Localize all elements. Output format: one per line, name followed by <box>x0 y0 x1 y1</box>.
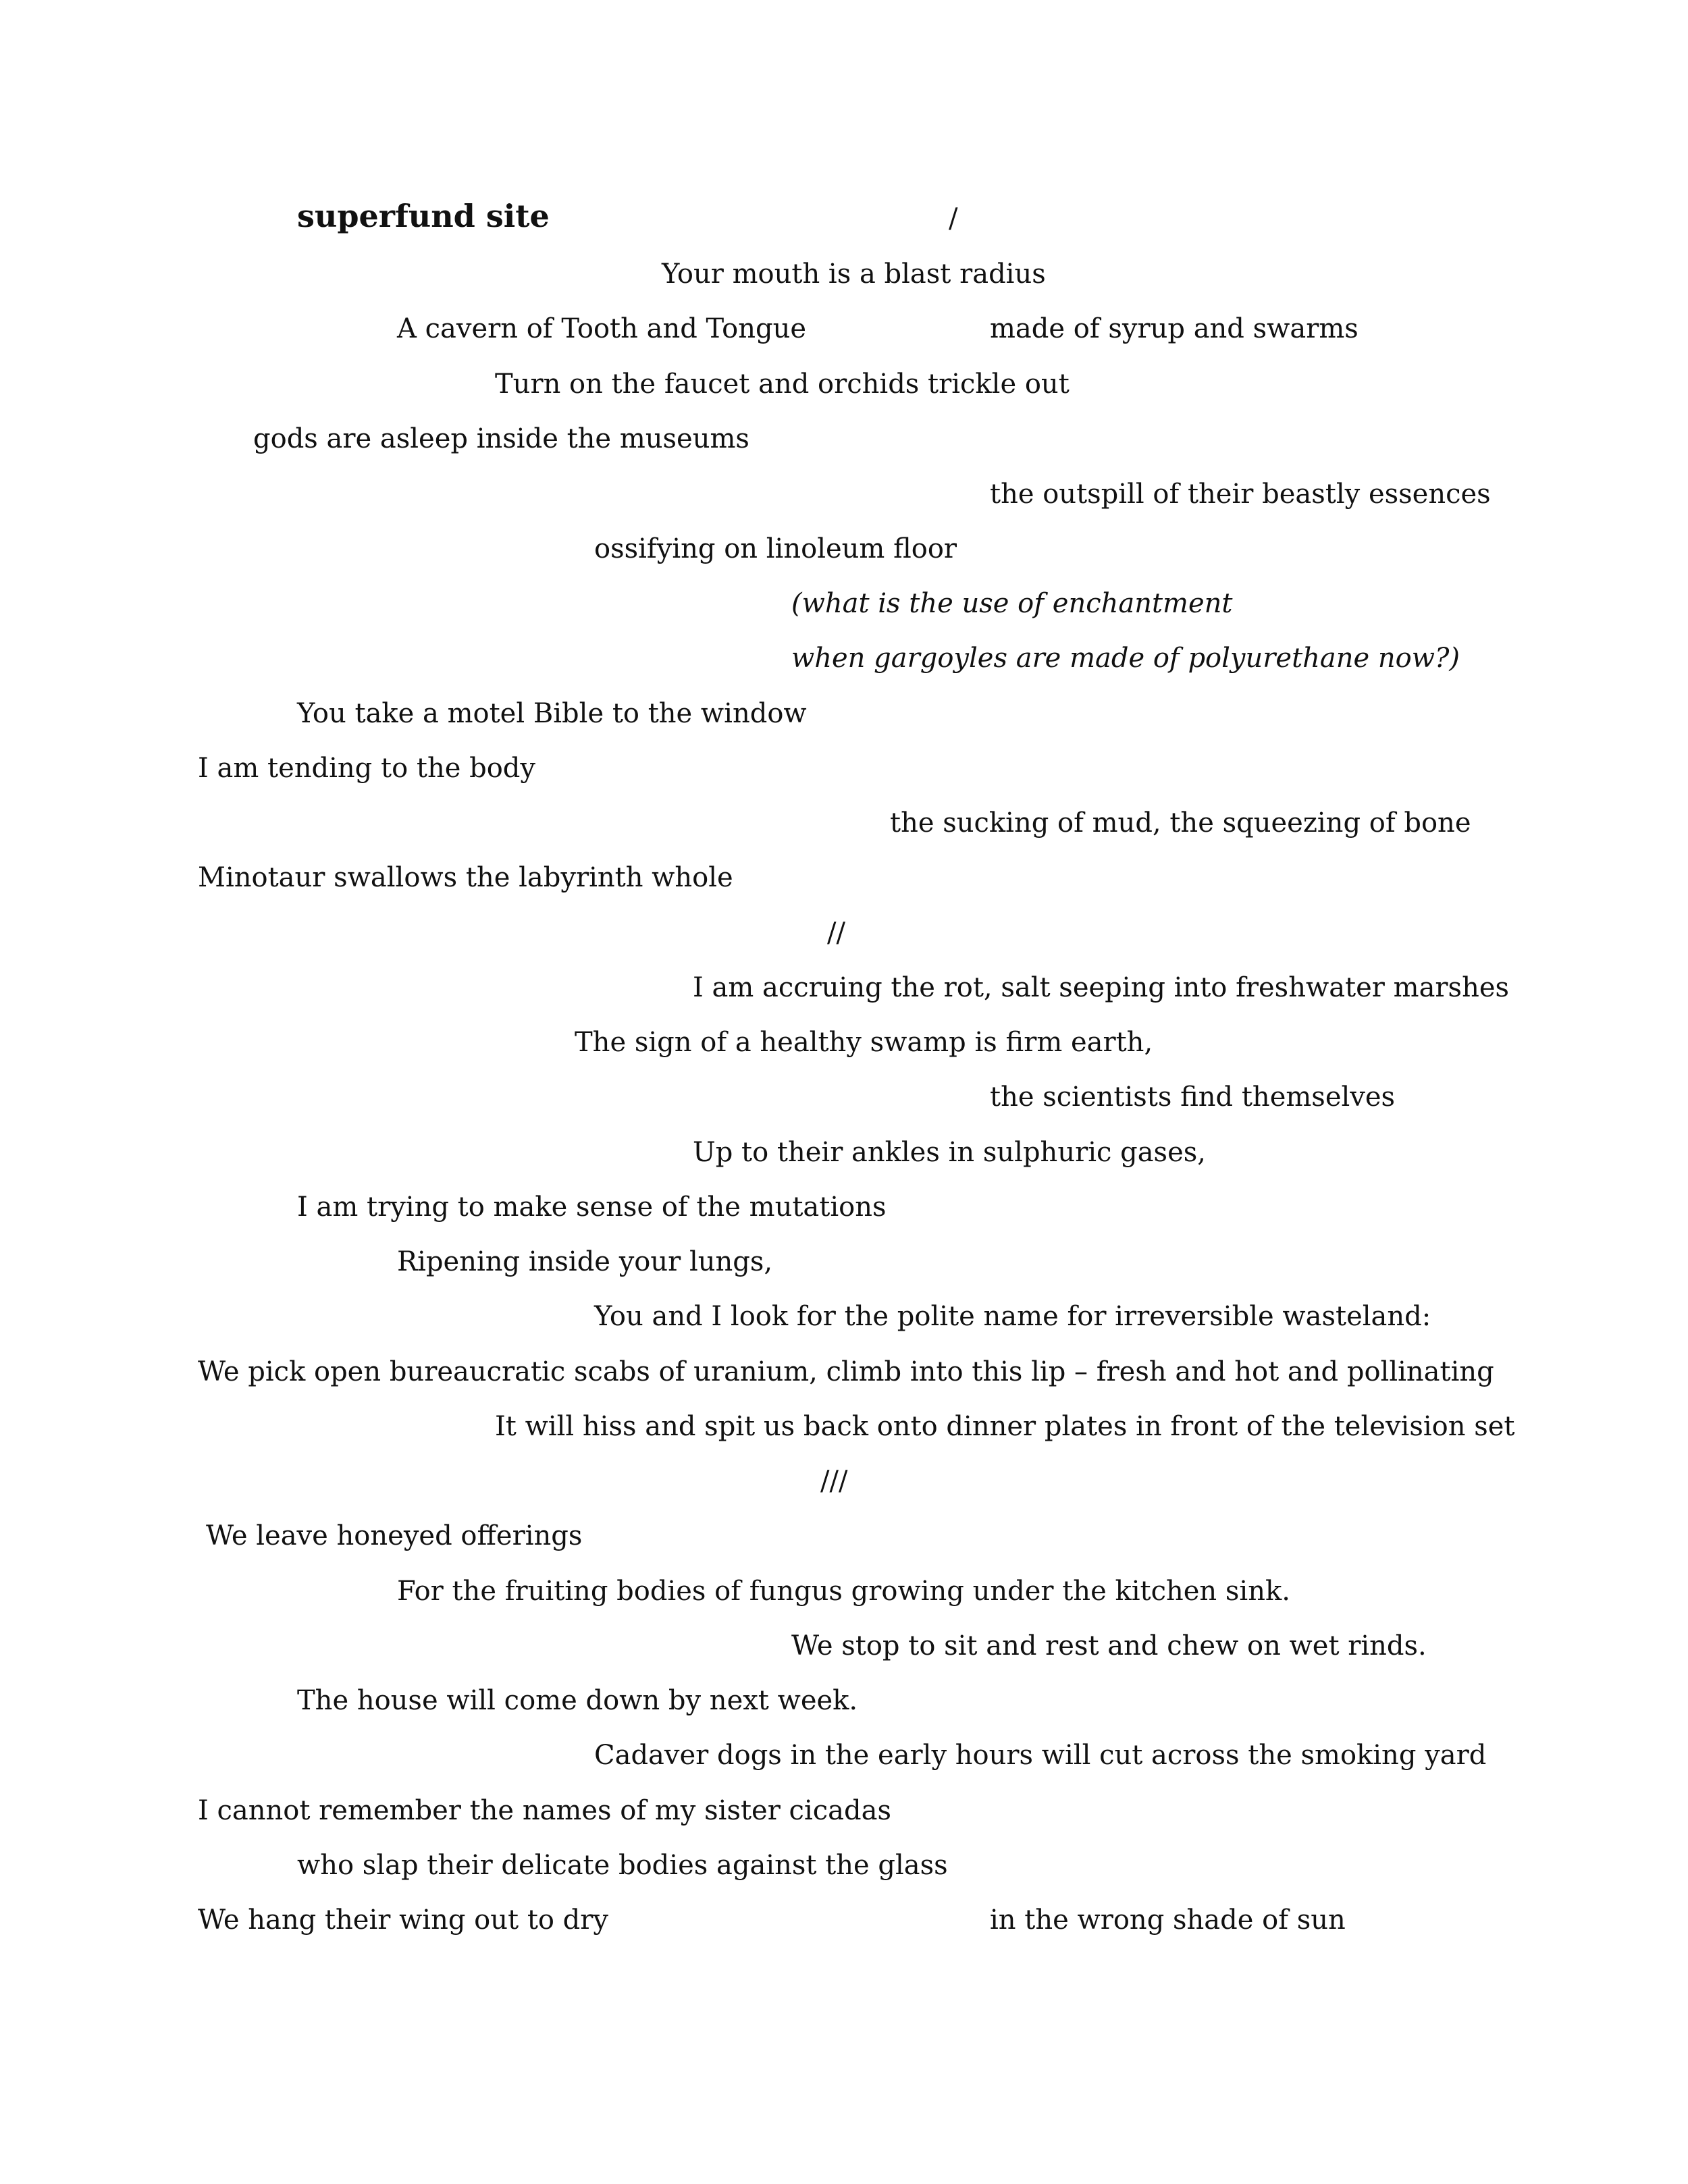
poem-line: Up to their ankles in sulphuric gases, <box>693 1137 1206 1168</box>
poem-line: Turn on the faucet and orchids trickle out <box>495 369 1070 400</box>
section-marker: /// <box>820 1466 848 1497</box>
poem-line: The house will come down by next week. <box>297 1685 858 1716</box>
poem-line: We leave honeyed offerings <box>206 1520 583 1551</box>
poem-line: I cannot remember the names of my sister cicadas <box>198 1795 891 1826</box>
section-marker: / <box>949 203 958 234</box>
poem-line: We hang their wing out to dry <box>198 1905 609 1936</box>
poem-line: I am trying to make sense of the mutations <box>297 1192 887 1223</box>
section-marker: // <box>827 917 845 949</box>
poem-line: You and I look for the polite name for irreversible wasteland: <box>594 1301 1431 1332</box>
poem-line: made of syrup and swarms <box>990 313 1359 344</box>
poem-line-italic: (what is the use of enchantment <box>791 588 1233 619</box>
poem-line: I am tending to the body <box>198 753 535 784</box>
poem-line: the scientists find themselves <box>990 1082 1396 1113</box>
poem-line: A cavern of Tooth and Tongue <box>397 313 806 344</box>
poem-line: Ripening inside your lungs, <box>397 1246 773 1277</box>
poem-line: We pick open bureaucratic scabs of uranium, climb into this lip – fresh and hot and pollinating <box>198 1356 1494 1387</box>
poem-line: ossifying on linoleum floor <box>594 533 957 564</box>
poem-line: The sign of a healthy swamp is firm earth, <box>575 1027 1153 1058</box>
poem-line: Your mouth is a blast radius <box>662 259 1046 290</box>
poem-line: the outspill of their beastly essences <box>990 479 1491 510</box>
poem-line: For the fruiting bodies of fungus growing under the kitchen sink. <box>397 1576 1290 1607</box>
poem-line: You take a motel Bible to the window <box>297 698 807 729</box>
poem-line: Minotaur swallows the labyrinth whole <box>198 862 733 893</box>
poem-line: It will hiss and spit us back onto dinner plates in front of the television set <box>495 1411 1515 1442</box>
poem-line: Cadaver dogs in the early hours will cut across the smoking yard <box>594 1740 1487 1771</box>
poem-line: gods are asleep inside the museums <box>253 423 749 454</box>
poem-line: We stop to sit and rest and chew on wet rinds. <box>791 1630 1427 1661</box>
poem-line: who slap their delicate bodies against the glass <box>297 1850 948 1881</box>
poem-line: in the wrong shade of sun <box>990 1905 1346 1936</box>
poem-line-italic: when gargoyles are made of polyurethane now?) <box>791 643 1460 674</box>
poem-title: superfund site <box>297 198 550 234</box>
poem-line: the sucking of mud, the squeezing of bone <box>890 807 1471 838</box>
poem-line: I am accruing the rot, salt seeping into freshwater marshes <box>693 972 1510 1003</box>
